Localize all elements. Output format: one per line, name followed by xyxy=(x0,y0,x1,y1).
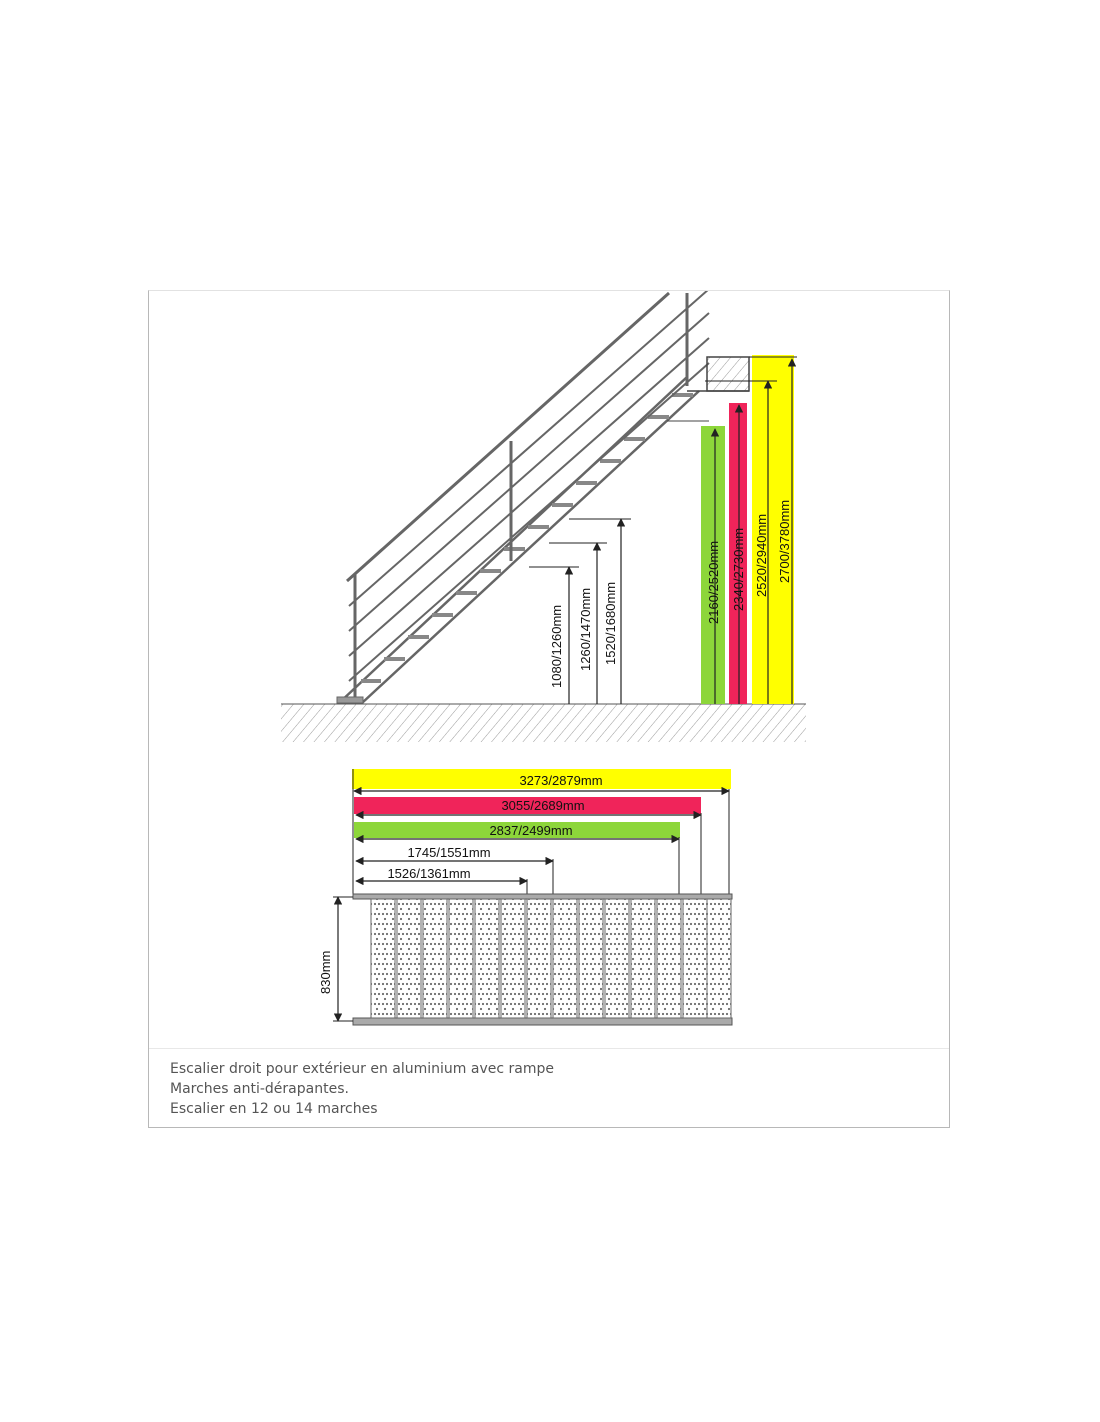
tread-height-labels xyxy=(549,582,618,688)
product-image-card xyxy=(148,290,950,1128)
caption-line-2: Marches anti-dérapantes. xyxy=(170,1081,349,1097)
tread-height-label-2: 1260/1470mm xyxy=(578,587,593,671)
caption-line-3: Escalier en 12 ou 14 marches xyxy=(170,1101,378,1117)
staircase-elevation xyxy=(337,291,749,703)
length-label-4: 1745/1551mm xyxy=(407,845,491,860)
ground-hatch xyxy=(281,704,806,742)
floor-height-label-4: 2700/3780mm xyxy=(777,499,792,583)
image-caption xyxy=(170,1059,930,1119)
tread-height-label-3: 1520/1680mm xyxy=(603,581,618,665)
caption-line-1: Escalier droit pour extérieur en aluminium avec rampe xyxy=(170,1061,554,1077)
floor-height-label-1: 2160/2520mm xyxy=(706,540,721,624)
width-dimension xyxy=(333,897,353,1021)
staircase-plan xyxy=(353,894,732,1025)
length-label-1: 3273/2879mm xyxy=(519,773,603,788)
floor-height-label-2: 2340/2730mm xyxy=(731,527,746,611)
width-label: 830mm xyxy=(318,950,333,994)
staircase-diagram xyxy=(149,291,951,1049)
caption-divider xyxy=(149,1048,949,1049)
floor-height-label-3: 2520/2940mm xyxy=(754,513,769,597)
length-label-3: 2837/2499mm xyxy=(489,823,573,838)
tread-height-label-1: 1080/1260mm xyxy=(549,604,564,688)
length-label-5: 1526/1361mm xyxy=(387,866,471,881)
length-label-2: 3055/2689mm xyxy=(501,798,585,813)
